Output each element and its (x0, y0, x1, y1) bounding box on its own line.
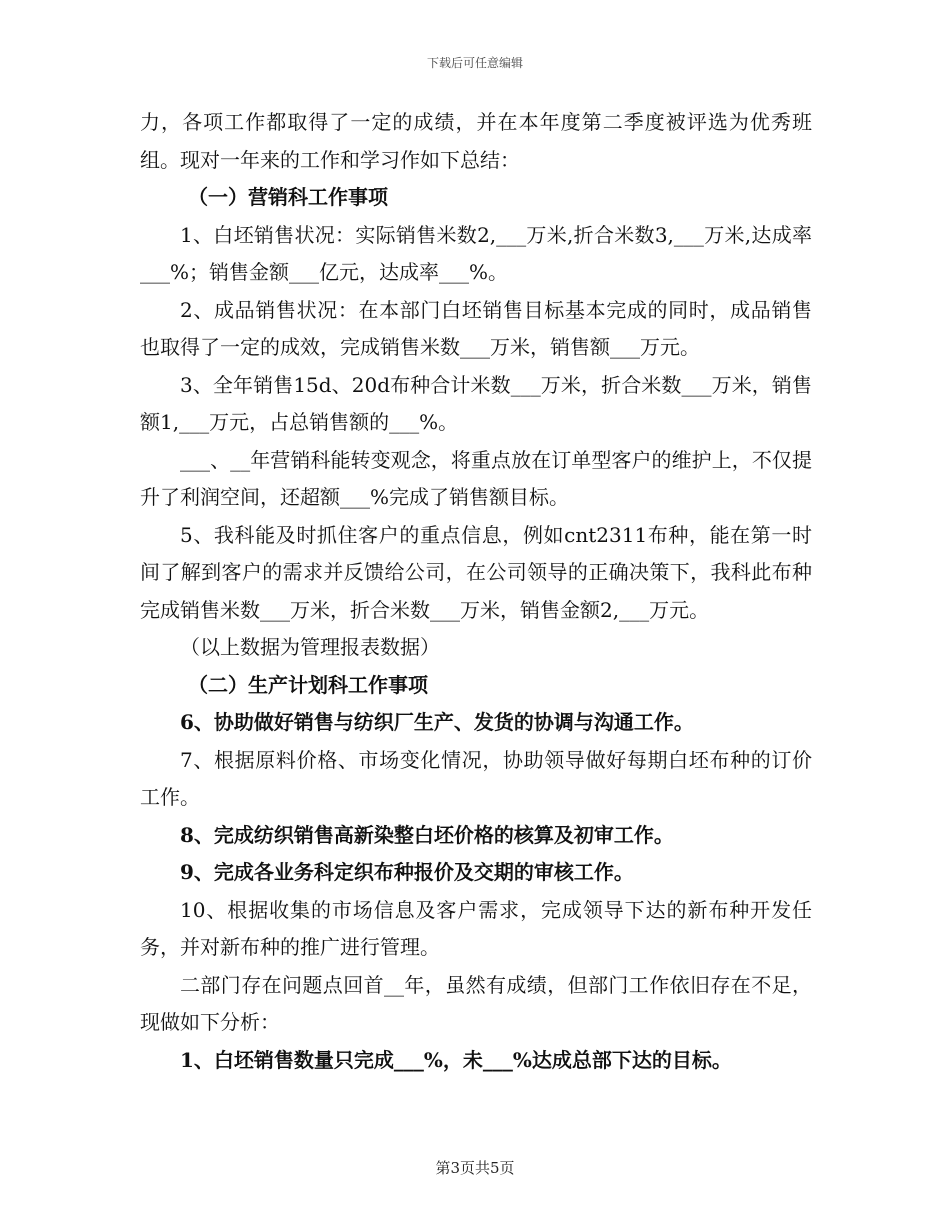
paragraph-item-3: 3、全年销售15d、20d布种合计米数___万米，折合米数___万米，销售额1,___万元，占总销售额的___%。 (140, 372, 812, 434)
paragraph-item-6: 6、协助做好销售与纺织厂生产、发货的协调与沟通工作。 (180, 710, 694, 734)
page-header: 下载后可任意编辑 (426, 56, 523, 70)
document-body (140, 104, 812, 1079)
paragraph-item-2: 2、成品销售状况：在本部门白坯销售目标基本完成的同时，成品销售也取得了一定的成效，完成销售米数___万米，销售额___万元。 (140, 297, 812, 359)
paragraph-problem-1: 1、白坯销售数量只完成___%，未___%达成总部下达的目标。 (180, 1047, 732, 1072)
paragraph-item-10: 10、根据收集的市场信息及客户需求，完成领导下达的新布种开发任务，并对新布种的推广进行管理。 (140, 897, 812, 959)
page-number: 第3页共5页 (435, 1159, 515, 1177)
paragraph-item-8: 8、完成纺织销售高新染整白坯价格的核算及初审工作。 (180, 822, 674, 847)
paragraph-item-7: 7、根据原料价格、市场变化情况，协助领导做好每期白坯布种的订价工作。 (140, 747, 812, 809)
paragraph-intro: 力，各项工作都取得了一定的成绩，并在本年度第二季度被评选为优秀班组。现对一年来的工作和学习作如下总结： (140, 110, 812, 172)
paragraph-item-4: ___、__年营销科能转变观念，将重点放在订单型客户的维护上，不仅提升了利润空间，还超额___%完成了销售额目标。 (140, 447, 812, 509)
paragraph-item-9: 9、完成各业务科定织布种报价及交期的审核工作。 (180, 860, 634, 884)
section-heading-planning: （二）生产计划科工作事项 (188, 672, 428, 697)
section-heading-marketing: （一）营销科工作事项 (188, 185, 388, 209)
paragraph-item-1: 1、白坯销售状况：实际销售米数2,___万米,折合米数3,___万米,达成率___%；销售金额___亿元，达成率___%。 (140, 222, 812, 284)
paragraph-item-5: 5、我科能及时抓住客户的重点信息，例如cnt2311布种，能在第一时间了解到客户的需求并反馈给公司，在公司领导的正确决策下，我科此布种完成销售米数___万米，折合米数___万米，销售金额2,___万元。 (140, 522, 812, 622)
paragraph-problems-intro: 二部门存在问题点回首__年，虽然有成绩，但部门工作依旧存在不足，现做如下分析： (140, 972, 812, 1034)
paragraph-data-note: （以上数据为管理报表数据） (180, 635, 440, 659)
